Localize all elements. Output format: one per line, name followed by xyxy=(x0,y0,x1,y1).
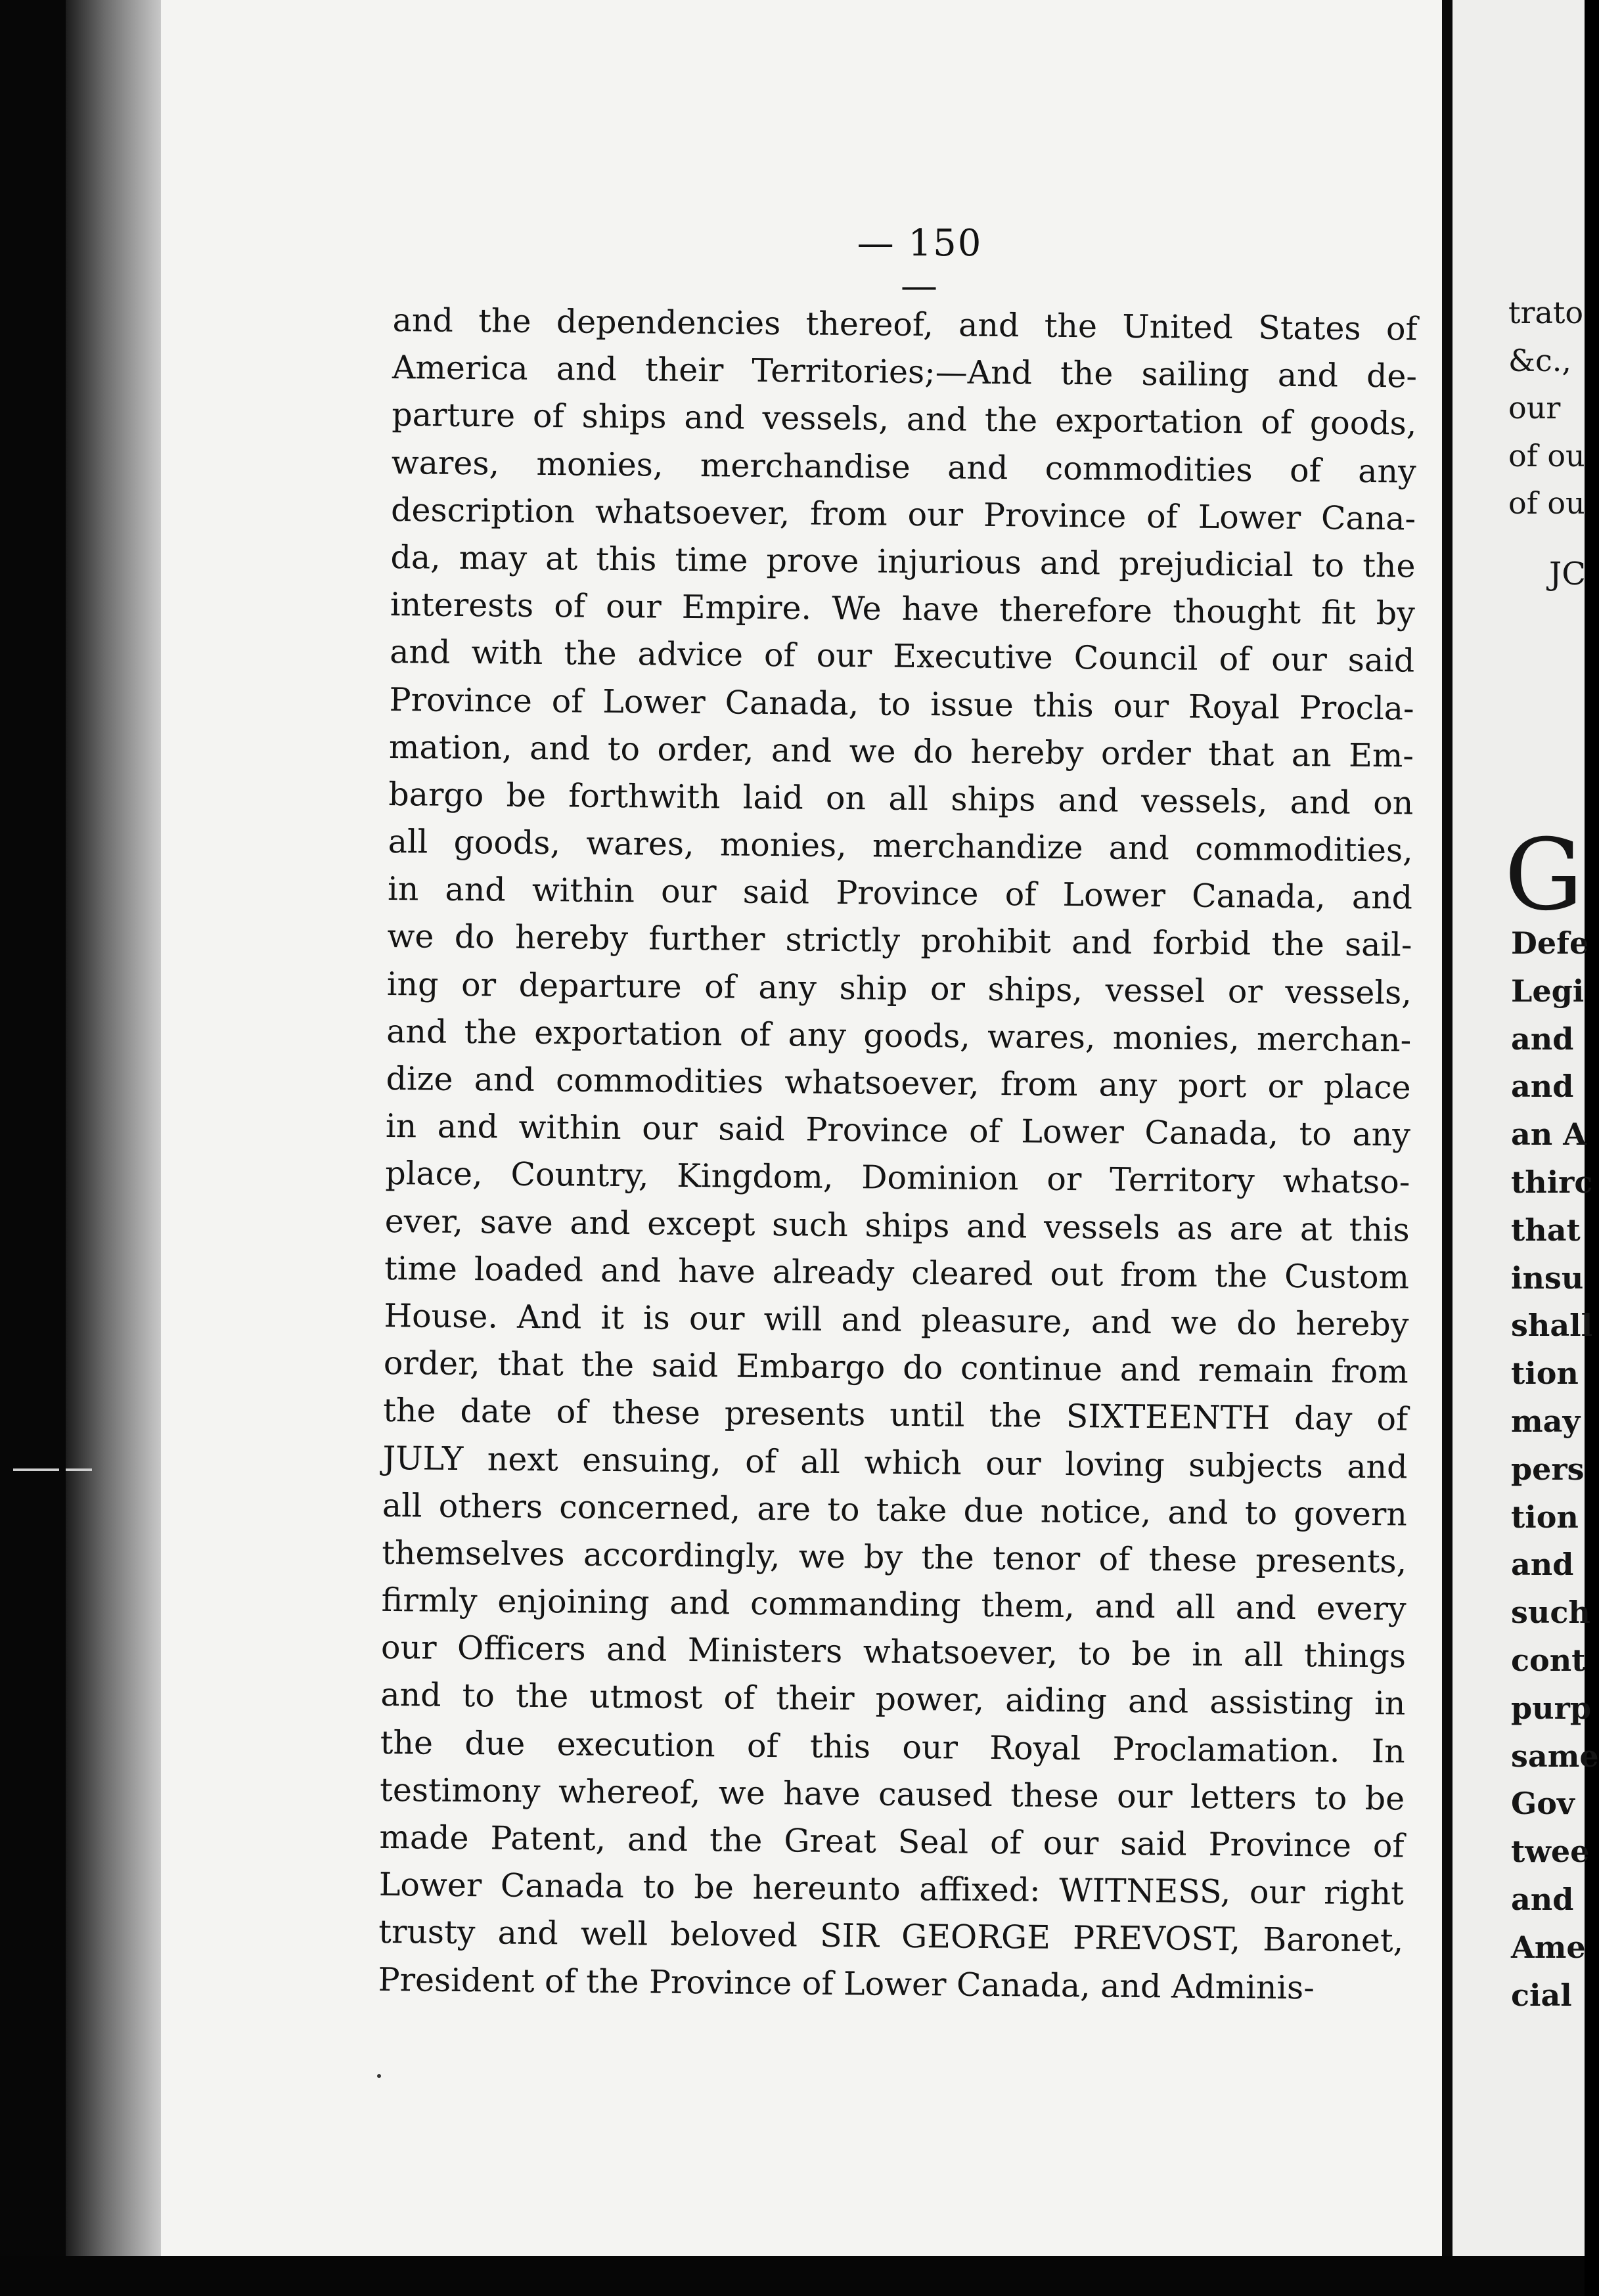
facing-text-line: trato xyxy=(1508,295,1584,330)
facing-text-line: tion xyxy=(1511,1356,1579,1392)
text-line: in and within our said Province of Lower Canada, to any xyxy=(385,1107,1411,1154)
facing-text-line: same xyxy=(1511,1738,1599,1774)
text-line: and to the utmost of their power, aiding and assisting in xyxy=(380,1676,1406,1723)
facing-text-line: thirc xyxy=(1511,1164,1593,1200)
facing-text-line: of ou xyxy=(1508,485,1585,521)
page-number: — 150 — xyxy=(857,222,983,307)
text-line: ing or departure of any ship or ships, vessel or vessels, xyxy=(386,965,1412,1012)
body-text xyxy=(378,297,1418,2012)
facing-page-drop-cap: G xyxy=(1504,818,1583,933)
scan-left-edge xyxy=(0,0,66,2296)
facing-text-line: and xyxy=(1511,1881,1574,1917)
facing-text-line: and xyxy=(1511,1021,1574,1057)
facing-text-line: and xyxy=(1511,1547,1574,1583)
facing-page-heading: JC xyxy=(1549,556,1586,592)
scan-mark xyxy=(13,1468,59,1471)
facing-page-top-lines xyxy=(1508,289,1585,527)
text-line: time loaded and have already cleared out from the Custom xyxy=(384,1249,1410,1296)
page-fold xyxy=(1442,0,1453,2296)
text-line: all others concerned, are to take due notice, and to govern xyxy=(382,1486,1408,1534)
facing-text-line: that xyxy=(1511,1212,1581,1248)
text-line: in and within our said Province of Lower Canada, and xyxy=(387,870,1413,917)
facing-page-lines xyxy=(1511,919,1599,2019)
facing-text-line: Ame xyxy=(1511,1929,1586,1965)
text-line: testimony whereof, we have caused these our letters to be xyxy=(379,1771,1405,1818)
text-line: President of the Province of Lower Canada, and Adminis- xyxy=(378,1960,1315,2006)
text-line: da, may at this time prove injurious and prejudicial to the xyxy=(390,538,1416,585)
text-line: the due execution of this our Royal Proclamation. In xyxy=(380,1723,1405,1771)
facing-text-line: pers xyxy=(1511,1451,1585,1487)
facing-text-line: may xyxy=(1511,1403,1581,1439)
text-line: and the exportation of any goods, wares, monies, merchan- xyxy=(386,1012,1412,1059)
text-line: interests of our Empire. We have therefore thought fit by xyxy=(390,586,1416,632)
facing-text-line: and xyxy=(1511,1069,1574,1105)
text-line: we do hereby further strictly prohibit and forbid the sail- xyxy=(387,917,1412,965)
text-line: and with the advice of our Executive Council of our said xyxy=(390,633,1415,680)
text-line: description whatsoever, from our Province of Lower Cana- xyxy=(390,491,1416,538)
text-line: trusty and well beloved SIR GEORGE PREVOST, Baronet, xyxy=(378,1913,1404,1960)
facing-text-line: cont xyxy=(1511,1642,1586,1678)
ink-speck xyxy=(377,2074,381,2078)
text-line: and the dependencies thereof, and the United States of xyxy=(392,301,1418,348)
text-line: mation, and to order, and we do hereby order that an Em- xyxy=(388,728,1414,775)
text-line: Province of Lower Canada, to issue this our Royal Procla- xyxy=(389,680,1414,728)
text-line: order, that the said Embargo do continue and remain from xyxy=(383,1344,1409,1391)
facing-text-line: purp xyxy=(1511,1690,1592,1726)
text-line: JULY next ensuing, of all which our loving subjects and xyxy=(382,1439,1408,1486)
facing-text-line: twee xyxy=(1511,1834,1590,1870)
text-line: the date of these presents until the SIXTEENTH day of xyxy=(382,1392,1408,1438)
text-line: our Officers and Ministers whatsoever, to be in all things xyxy=(380,1629,1407,1675)
text-line: dize and commodities whatsoever, from any port or place xyxy=(386,1059,1411,1107)
text-line: place, Country, Kingdom, Dominion or Territory whatso- xyxy=(385,1155,1410,1201)
book-gutter xyxy=(66,0,161,2296)
facing-text-line: an A xyxy=(1511,1116,1587,1153)
facing-text-line: Legi xyxy=(1511,973,1585,1009)
facing-text-line: our xyxy=(1508,390,1561,426)
facing-text-line: shall xyxy=(1511,1308,1593,1344)
facing-text-line: insu xyxy=(1511,1260,1584,1296)
text-line: House. And it is our will and pleasure, and we do hereby xyxy=(384,1296,1409,1344)
facing-text-line: tion xyxy=(1511,1499,1579,1535)
text-line: made Patent, and the Great Seal of our said Province of xyxy=(379,1818,1405,1865)
scan-bottom-edge xyxy=(0,2256,1585,2296)
scan-mark xyxy=(66,1468,92,1471)
text-line: bargo be forthwith laid on all ships and vessels, and on xyxy=(388,775,1414,822)
facing-text-line: Defe xyxy=(1511,925,1589,961)
text-line: all goods, wares, monies, merchandize and commodities, xyxy=(388,823,1413,870)
text-line: parture of ships and vessels, and the exportation of goods, xyxy=(392,396,1417,443)
text-line: ever, save and except such ships and vessels as are at this xyxy=(384,1202,1410,1249)
facing-text-line: of ou xyxy=(1508,437,1585,474)
text-line: America and their Territories;—And the sailing and de- xyxy=(392,349,1418,395)
facing-text-line: Gov xyxy=(1511,1786,1575,1822)
text-line: firmly enjoining and commanding them, and all and every xyxy=(381,1581,1407,1628)
facing-text-line: &c., xyxy=(1508,342,1571,378)
text-line: wares, monies, merchandise and commodities of any xyxy=(391,443,1416,491)
text-line: Lower Canada to be hereunto affixed: WITNESS, our right xyxy=(378,1866,1405,1912)
facing-text-line: cial xyxy=(1511,1977,1572,2013)
text-line: themselves accordingly, we by the tenor of these presents, xyxy=(382,1534,1407,1581)
facing-text-line: such xyxy=(1511,1595,1590,1631)
